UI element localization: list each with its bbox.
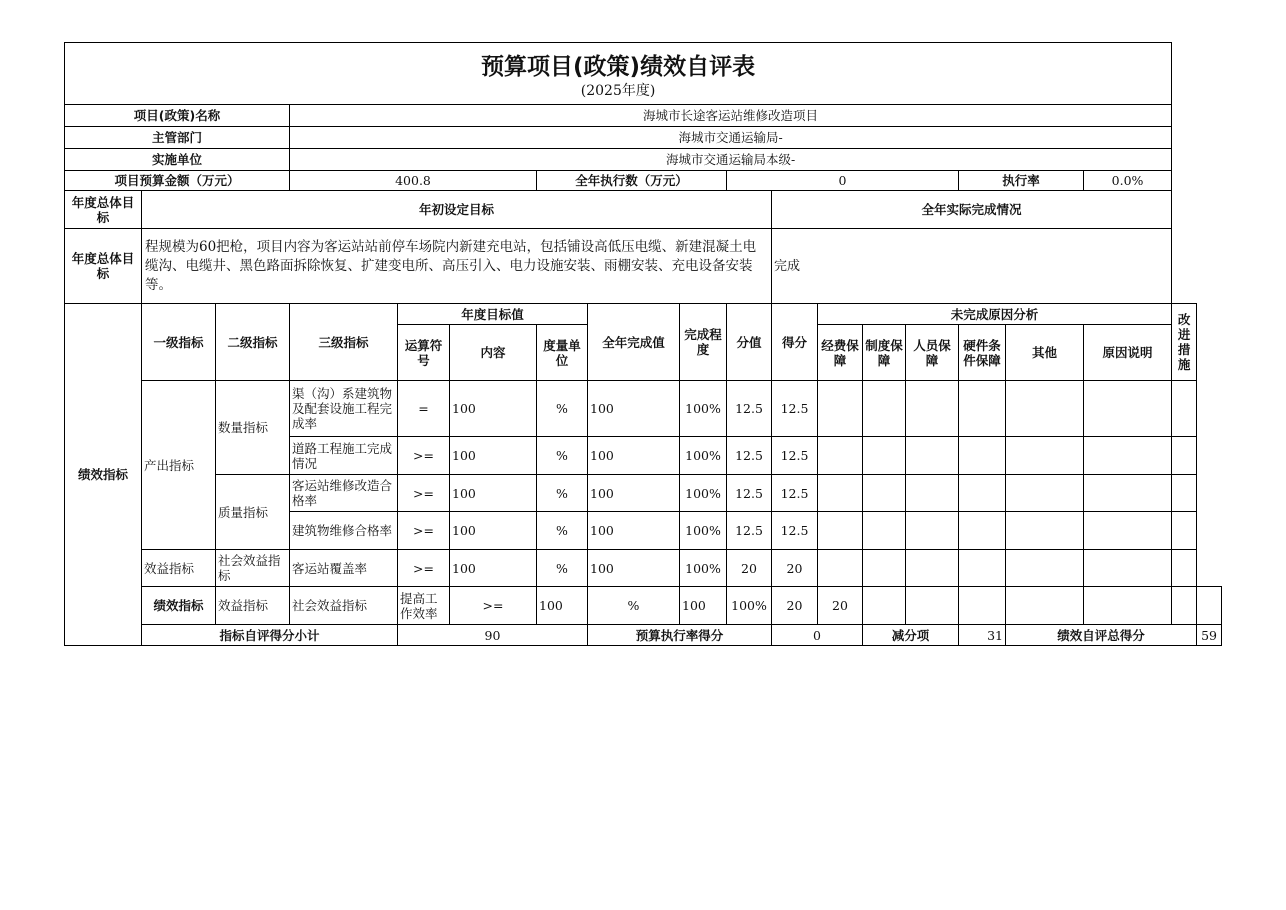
- row-improve: [1172, 550, 1197, 587]
- row-level3: 提高工作效率: [398, 587, 450, 625]
- row-funding: [818, 550, 863, 587]
- header-level1: 一级指标: [142, 304, 216, 381]
- header-reason: 原因说明: [1084, 325, 1172, 381]
- header-completion: 完成程度: [680, 304, 727, 381]
- group-quality: 质量指标: [216, 475, 290, 550]
- row-score-value: 12.5: [727, 512, 772, 550]
- row-op: >=: [450, 587, 537, 625]
- row-content: 100: [450, 381, 537, 437]
- row-other: [1084, 587, 1172, 625]
- row-unit: %: [537, 437, 588, 475]
- row-hardware: [959, 550, 1006, 587]
- evaluation-sheet: [64, 42, 1222, 646]
- row-reason: [1172, 587, 1197, 625]
- row-system: [906, 587, 959, 625]
- dept-label: 主管部门: [65, 127, 290, 149]
- row-other: [1006, 475, 1084, 512]
- row-score-value: 12.5: [727, 381, 772, 437]
- row-level3: 客运站维修改造合格率: [290, 475, 398, 512]
- header-funding: 经费保障: [818, 325, 863, 381]
- row-op: >=: [398, 550, 450, 587]
- row-hardware: [959, 381, 1006, 437]
- row-personnel: [906, 381, 959, 437]
- row-level3: 渠（沟）系建筑物及配套设施工程完成率: [290, 381, 398, 437]
- goals-row-label: 年度总体目标: [65, 229, 142, 304]
- row-content: 100: [537, 587, 588, 625]
- header-hardware: 硬件条件保障: [959, 325, 1006, 381]
- row-unit: %: [537, 381, 588, 437]
- row-reason: [1084, 381, 1172, 437]
- row-improve: [1172, 512, 1197, 550]
- row-funding: [818, 381, 863, 437]
- group-benefit: 效益指标: [142, 550, 216, 587]
- row-full-year: 100: [588, 475, 680, 512]
- row-completion: 100%: [680, 437, 727, 475]
- row-unit: %: [537, 475, 588, 512]
- row-score: 12.5: [772, 475, 818, 512]
- header-full-year: 全年完成值: [588, 304, 680, 381]
- row-improve: [1172, 381, 1197, 437]
- row-funding: [818, 512, 863, 550]
- row-hardware: [959, 512, 1006, 550]
- row-system: [863, 381, 906, 437]
- row-system: [863, 512, 906, 550]
- row-level3: 建筑物维修合格率: [290, 512, 398, 550]
- row-reason: [1084, 512, 1172, 550]
- row-level3: 客运站覆盖率: [290, 550, 398, 587]
- dept-value: 海城市交通运输局-: [290, 127, 1172, 149]
- row-op: >=: [398, 512, 450, 550]
- initial-goal-header: 年初设定目标: [142, 191, 772, 229]
- row-system: [863, 475, 906, 512]
- row-improve: [1172, 437, 1197, 475]
- actual-completion-text: 完成: [772, 229, 1172, 304]
- header-other: 其他: [1006, 325, 1084, 381]
- row-funding: [818, 475, 863, 512]
- row-other: [1006, 437, 1084, 475]
- budget-label: 项目预算金额（万元）: [65, 171, 290, 191]
- header-level2: 二级指标: [216, 304, 290, 381]
- row-score: 12.5: [772, 512, 818, 550]
- row-op: =: [398, 381, 450, 437]
- header-system: 制度保障: [863, 325, 906, 381]
- header-content: 内容: [450, 325, 537, 381]
- row-personnel: [906, 475, 959, 512]
- row-score-value: 20: [772, 587, 818, 625]
- row-completion: 100%: [727, 587, 772, 625]
- initial-goal-text: 程规模为60把枪，项目内容为客运站站前停车场院内新建充电站，包括铺设高低压电缆、新建混凝土电缆沟、电缆井、黑色路面拆除恢复、扩建变电所、高压引入、电力设施安装、雨棚安装、充电设备安装等。: [142, 229, 772, 304]
- row-personnel: [906, 550, 959, 587]
- subtotal-label: 指标自评得分小计: [142, 625, 398, 646]
- evaluation-table: [64, 42, 1222, 646]
- header-personnel: 人员保障: [906, 325, 959, 381]
- deduct-label: 减分项: [863, 625, 959, 646]
- row-score: 12.5: [772, 381, 818, 437]
- row-completion: 100%: [680, 550, 727, 587]
- row-reason: [1084, 437, 1172, 475]
- goals-header-label: 年度总体目标: [65, 191, 142, 229]
- row-content: 100: [450, 550, 537, 587]
- subtotal-value: 90: [398, 625, 588, 646]
- row-improve: [1172, 475, 1197, 512]
- row-op: >=: [398, 437, 450, 475]
- row-hardware: [959, 437, 1006, 475]
- total-value: 59: [1197, 625, 1222, 646]
- header-improve: 改进措施: [1172, 304, 1197, 381]
- group-social-2: 社会效益指标: [290, 587, 398, 625]
- row-score-value: 12.5: [727, 437, 772, 475]
- row-score: 20: [818, 587, 863, 625]
- unit-value: 海城市交通运输局本级-: [290, 149, 1172, 171]
- row-level3: 道路工程施工完成情况: [290, 437, 398, 475]
- group-output: 产出指标: [142, 381, 216, 550]
- row-other: [1006, 381, 1084, 437]
- row-unit: %: [537, 512, 588, 550]
- row-hardware: [959, 475, 1006, 512]
- page-title: 预算项目(政策)绩效自评表: [481, 53, 756, 80]
- row-completion: 100%: [680, 475, 727, 512]
- row-completion: 100%: [680, 381, 727, 437]
- row-other: [1006, 550, 1084, 587]
- rate-label: 执行率: [959, 171, 1084, 191]
- row-unit: %: [588, 587, 680, 625]
- row-hardware: [1006, 587, 1084, 625]
- total-label: 绩效自评总得分: [1006, 625, 1197, 646]
- title-cell: [65, 43, 1172, 105]
- row-score: 20: [772, 550, 818, 587]
- header-annual-target: 年度目标值: [398, 304, 588, 325]
- row-system: [863, 437, 906, 475]
- row-system: [863, 550, 906, 587]
- rate-value: 0.0%: [1084, 171, 1172, 191]
- perf-indicator-label-2: 绩效指标: [142, 587, 216, 625]
- actual-completion-header: 全年实际完成情况: [772, 191, 1172, 229]
- header-unit: 度量单位: [537, 325, 588, 381]
- page-subtitle: (2025年度): [580, 82, 656, 99]
- header-op: 运算符号: [398, 325, 450, 381]
- group-social: 社会效益指标: [216, 550, 290, 587]
- row-personnel: [906, 437, 959, 475]
- row-reason: [1084, 550, 1172, 587]
- budget-score-value: 0: [772, 625, 863, 646]
- row-funding: [818, 437, 863, 475]
- unit-label: 实施单位: [65, 149, 290, 171]
- row-full-year: 100: [588, 512, 680, 550]
- perf-indicator-label: 绩效指标: [65, 304, 142, 646]
- exec-value: 0: [727, 171, 959, 191]
- row-personnel: [906, 512, 959, 550]
- row-score: 12.5: [772, 437, 818, 475]
- row-content: 100: [450, 512, 537, 550]
- header-score: 得分: [772, 304, 818, 381]
- group-benefit-2: 效益指标: [216, 587, 290, 625]
- row-full-year: 100: [680, 587, 727, 625]
- row-unit: %: [537, 550, 588, 587]
- row-personnel: [959, 587, 1006, 625]
- budget-score-label: 预算执行率得分: [588, 625, 772, 646]
- row-reason: [1084, 475, 1172, 512]
- row-improve: [1197, 587, 1222, 625]
- row-completion: 100%: [680, 512, 727, 550]
- row-full-year: 100: [588, 437, 680, 475]
- deduct-value: 31: [959, 625, 1006, 646]
- row-full-year: 100: [588, 550, 680, 587]
- project-name-value: 海城市长途客运站维修改造项目: [290, 105, 1172, 127]
- row-full-year: 100: [588, 381, 680, 437]
- row-score-value: 20: [727, 550, 772, 587]
- row-score-value: 12.5: [727, 475, 772, 512]
- group-quantity: 数量指标: [216, 381, 290, 475]
- header-score-value: 分值: [727, 304, 772, 381]
- row-op: >=: [398, 475, 450, 512]
- header-level3: 三级指标: [290, 304, 398, 381]
- row-content: 100: [450, 475, 537, 512]
- budget-value: 400.8: [290, 171, 537, 191]
- header-unfinished: 未完成原因分析: [818, 304, 1172, 325]
- exec-label: 全年执行数（万元）: [537, 171, 727, 191]
- row-content: 100: [450, 437, 537, 475]
- project-name-label: 项目(政策)名称: [65, 105, 290, 127]
- row-other: [1006, 512, 1084, 550]
- row-funding: [863, 587, 906, 625]
